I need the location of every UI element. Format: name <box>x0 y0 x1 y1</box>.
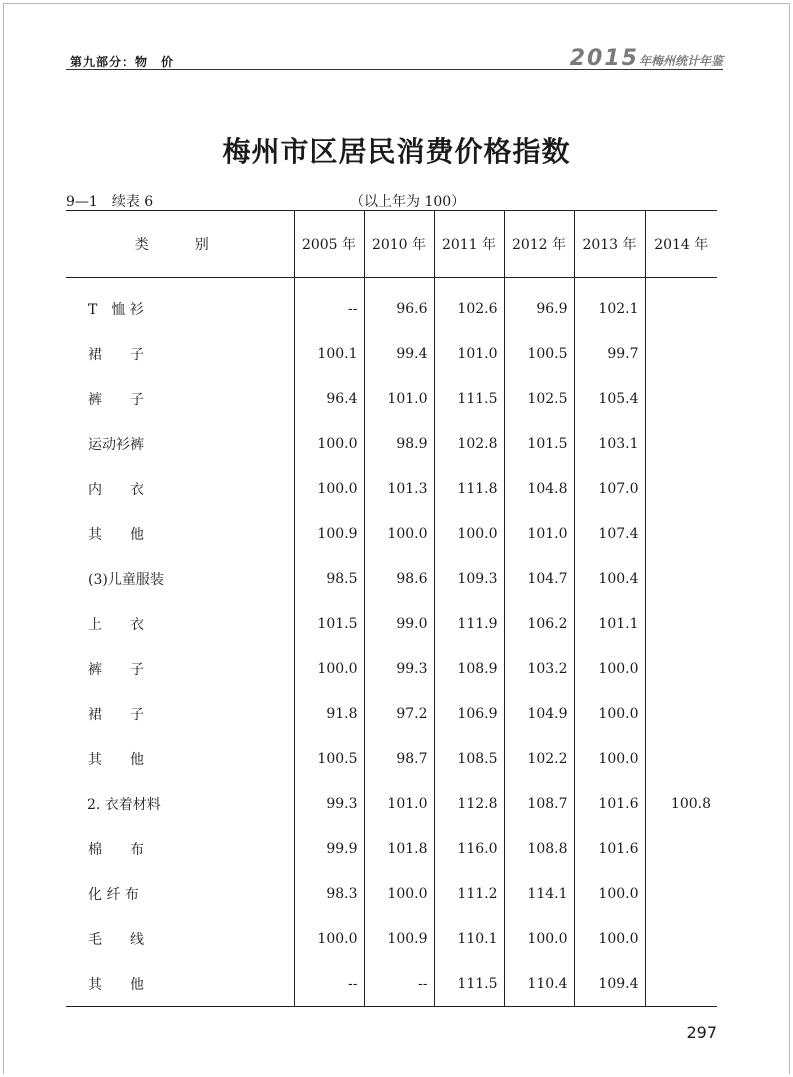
value-cell: 103.1 <box>574 421 645 466</box>
value-cell <box>645 916 717 961</box>
value-cell: 96.9 <box>504 278 574 332</box>
value-cell <box>645 421 717 466</box>
section-header: 第九部分：物 价 <box>70 55 175 69</box>
value-cell: -- <box>294 961 364 1007</box>
value-cell <box>645 376 717 421</box>
value-cell: 100.0 <box>434 511 504 556</box>
column-header: 2011 年 <box>434 211 504 278</box>
value-cell: 102.6 <box>434 278 504 332</box>
value-cell: 100.4 <box>574 556 645 601</box>
value-cell: 100.0 <box>574 916 645 961</box>
value-cell: 96.6 <box>364 278 434 332</box>
value-cell: 100.0 <box>294 421 364 466</box>
value-cell: 97.2 <box>364 691 434 736</box>
value-cell: 100.0 <box>294 466 364 511</box>
table-row <box>66 781 717 826</box>
value-cell: -- <box>294 278 364 332</box>
page-number: 297 <box>686 1023 717 1042</box>
category-cell: (3)儿童服装 <box>88 571 164 588</box>
column-header: 2013 年 <box>574 211 645 278</box>
yearbook-year: 2015 <box>569 46 639 71</box>
table-row <box>66 511 717 556</box>
value-cell: 100.9 <box>364 916 434 961</box>
category-cell: 内 衣 <box>88 481 144 498</box>
value-cell <box>645 736 717 781</box>
value-cell: 100.0 <box>364 871 434 916</box>
category-cell: 其 他 <box>88 976 144 993</box>
value-cell: 106.9 <box>434 691 504 736</box>
value-cell: 111.2 <box>434 871 504 916</box>
value-cell: 108.9 <box>434 646 504 691</box>
category-cell: 裤 子 <box>88 391 144 408</box>
value-cell: 98.9 <box>364 421 434 466</box>
value-cell: 102.2 <box>504 736 574 781</box>
value-cell: 111.5 <box>434 376 504 421</box>
table-row <box>66 466 717 511</box>
value-cell: 101.5 <box>504 421 574 466</box>
column-header: 2012 年 <box>504 211 574 278</box>
value-cell: 103.2 <box>504 646 574 691</box>
value-cell: 100.0 <box>574 736 645 781</box>
table-row <box>66 961 717 1007</box>
category-cell: 运动衫裤 <box>88 436 144 453</box>
value-cell: 99.3 <box>294 781 364 826</box>
value-cell: 101.0 <box>364 376 434 421</box>
value-cell: 101.1 <box>574 601 645 646</box>
table-row <box>66 826 717 871</box>
value-cell: 110.4 <box>504 961 574 1007</box>
value-cell: 100.0 <box>574 691 645 736</box>
value-cell: 109.4 <box>574 961 645 1007</box>
value-cell <box>645 331 717 376</box>
value-cell: -- <box>364 961 434 1007</box>
value-cell: 106.2 <box>504 601 574 646</box>
value-cell: 100.5 <box>504 331 574 376</box>
value-cell: 116.0 <box>434 826 504 871</box>
value-cell: 104.8 <box>504 466 574 511</box>
value-cell: 100.0 <box>364 511 434 556</box>
yearbook-header <box>570 46 723 71</box>
column-header: 2010 年 <box>364 211 434 278</box>
table-row <box>66 646 717 691</box>
value-cell <box>645 601 717 646</box>
value-cell: 111.5 <box>434 961 504 1007</box>
value-cell: 101.0 <box>364 781 434 826</box>
value-cell: 100.0 <box>294 646 364 691</box>
value-cell: 110.1 <box>434 916 504 961</box>
value-cell: 101.5 <box>294 601 364 646</box>
value-cell <box>645 826 717 871</box>
category-cell: 裙 子 <box>88 346 144 363</box>
value-cell: 102.8 <box>434 421 504 466</box>
category-cell: 毛 线 <box>88 931 144 948</box>
value-cell: 102.1 <box>574 278 645 332</box>
table-row <box>66 601 717 646</box>
value-cell: 100.8 <box>645 781 717 826</box>
category-cell: 裙 子 <box>88 706 144 723</box>
value-cell: 98.3 <box>294 871 364 916</box>
category-cell: T 恤 衫 <box>88 301 144 318</box>
value-cell: 100.9 <box>294 511 364 556</box>
value-cell <box>645 278 717 332</box>
value-cell: 99.9 <box>294 826 364 871</box>
value-cell: 100.5 <box>294 736 364 781</box>
table-row <box>66 556 717 601</box>
value-cell <box>645 691 717 736</box>
value-cell: 99.4 <box>364 331 434 376</box>
column-header: 2005 年 <box>294 211 364 278</box>
yearbook-title: 年梅州统计年鉴 <box>638 54 723 68</box>
value-cell <box>645 556 717 601</box>
table-code: 9—1 续表 6 <box>66 194 154 210</box>
table-row <box>66 736 717 781</box>
value-cell: 101.6 <box>574 781 645 826</box>
category-cell: 其 他 <box>88 751 144 768</box>
value-cell: 108.7 <box>504 781 574 826</box>
value-cell: 107.4 <box>574 511 645 556</box>
column-header: 类 别 <box>66 211 294 278</box>
column-header: 2014 年 <box>645 211 717 278</box>
value-cell: 114.1 <box>504 871 574 916</box>
value-cell: 104.9 <box>504 691 574 736</box>
value-cell: 108.5 <box>434 736 504 781</box>
value-cell: 107.0 <box>574 466 645 511</box>
price-index-table <box>66 210 717 1007</box>
value-cell: 99.7 <box>574 331 645 376</box>
category-cell: 棉 布 <box>88 841 144 858</box>
value-cell: 101.3 <box>364 466 434 511</box>
value-cell: 111.8 <box>434 466 504 511</box>
table-row <box>66 331 717 376</box>
value-cell: 101.0 <box>504 511 574 556</box>
header-rule <box>66 69 723 70</box>
value-cell: 108.8 <box>504 826 574 871</box>
value-cell: 100.0 <box>294 916 364 961</box>
value-cell <box>645 466 717 511</box>
value-cell: 104.7 <box>504 556 574 601</box>
value-cell: 100.0 <box>504 916 574 961</box>
value-cell: 98.5 <box>294 556 364 601</box>
value-cell: 96.4 <box>294 376 364 421</box>
page-title: 梅州市区居民消费价格指数 <box>222 135 571 168</box>
table-row <box>66 278 717 332</box>
table-row <box>66 871 717 916</box>
category-cell: 2. 衣着材料 <box>87 796 161 813</box>
category-cell: 化 纤 布 <box>88 886 139 903</box>
value-cell: 112.8 <box>434 781 504 826</box>
value-cell <box>645 961 717 1007</box>
table-note: （以上年为 100） <box>350 194 466 210</box>
table-row <box>66 421 717 466</box>
category-cell: 裤 子 <box>88 661 144 678</box>
value-cell: 99.3 <box>364 646 434 691</box>
value-cell: 100.1 <box>294 331 364 376</box>
value-cell: 98.7 <box>364 736 434 781</box>
category-cell: 上 衣 <box>88 616 144 633</box>
table-body <box>66 278 717 1007</box>
value-cell <box>645 511 717 556</box>
value-cell: 109.3 <box>434 556 504 601</box>
value-cell: 99.0 <box>364 601 434 646</box>
value-cell: 100.0 <box>574 646 645 691</box>
value-cell: 101.6 <box>574 826 645 871</box>
table-row <box>66 376 717 421</box>
value-cell: 102.5 <box>504 376 574 421</box>
value-cell: 101.0 <box>434 331 504 376</box>
value-cell: 101.8 <box>364 826 434 871</box>
value-cell <box>645 646 717 691</box>
value-cell: 98.6 <box>364 556 434 601</box>
value-cell: 105.4 <box>574 376 645 421</box>
table-header-row <box>66 211 717 278</box>
category-cell: 其 他 <box>88 526 144 543</box>
value-cell: 91.8 <box>294 691 364 736</box>
value-cell: 111.9 <box>434 601 504 646</box>
table-row <box>66 916 717 961</box>
value-cell: 100.0 <box>574 871 645 916</box>
value-cell <box>645 871 717 916</box>
table-row <box>66 691 717 736</box>
